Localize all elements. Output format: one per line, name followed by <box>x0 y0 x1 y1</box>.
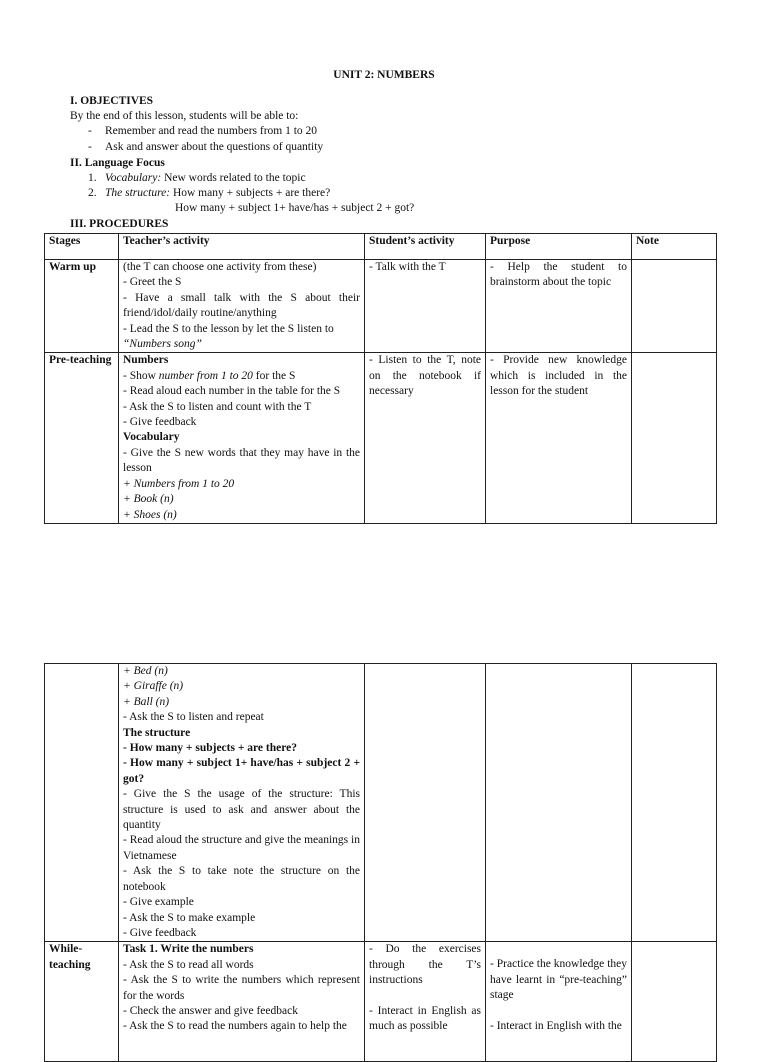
warmup-student-activity: - Talk with the T <box>365 260 486 353</box>
header-purpose: Purpose <box>486 234 632 260</box>
procedures-table-continued <box>44 663 717 1062</box>
header-note: Note <box>632 234 717 260</box>
stage-empty <box>45 664 119 942</box>
while-student-activity: - Do the exercises through the T’s instructions - Interact in English as much as possible <box>365 942 486 1062</box>
bullet-dash: - <box>88 125 92 137</box>
document-title: UNIT 2: NUMBERS <box>333 69 435 81</box>
table-row-preteaching <box>45 353 717 523</box>
preteaching-student-activity: - Listen to the T, note on the notebook if necessary <box>365 353 486 523</box>
procedures-table <box>44 233 717 524</box>
language-focus-item-structure: The structure: How many + subjects + are there? <box>105 187 331 199</box>
stage-warmup: Warm up <box>45 260 119 353</box>
preteaching-teacher-activity-continued: + Bed (n) + Giraffe (n) + Ball (n) - Ask the S to listen and repeat The structure - How many + subjects + are there? - How many + subject 1+ have/has + subject 2 + got? - Give the S the usage of the structure: This structure is used to ask and answer about the quantity - Read aloud the structure and give the meanings in Vietnamese - Ask the S to take note the structure on the notebook - Give example - Ask the S to make example - Give feedback <box>119 664 365 942</box>
while-purpose: - Practice the knowledge they have learnt in “pre-teaching” stage - Interact in English with the <box>486 942 632 1062</box>
warmup-purpose: - Help the student to brainstorm about the topic <box>486 260 632 353</box>
while-note <box>632 942 717 1062</box>
while-teacher-activity: Task 1. Write the numbers - Ask the S to read all words - Ask the S to write the numbers which represent for the words - Check the answer and give feedback - Ask the S to read the numbers again to help the <box>119 942 365 1062</box>
table-row-warmup <box>45 260 717 353</box>
procedures-heading: III. PROCEDURES <box>70 218 169 230</box>
continued-student-activity <box>365 664 486 942</box>
preteaching-purpose: - Provide new knowledge which is included in the lesson for the student <box>486 353 632 523</box>
continued-purpose <box>486 664 632 942</box>
objectives-intro: By the end of this lesson, students will be able to: <box>70 110 299 122</box>
preteaching-teacher-activity: Numbers - Show number from 1 to 20 for the S - Read aloud each number in the table for the S - Ask the S to listen and count with the T - Give feedback Vocabulary - Give the S new words that they may have in the lesson + Numbers from 1 to 20 + Book (n) + Shoes (n) <box>119 353 365 523</box>
table-row-preteaching-continued <box>45 664 717 942</box>
structure-continuation: How many + subject 1+ have/has + subject 2 + got? <box>175 202 415 214</box>
objectives-heading: I. OBJECTIVES <box>70 95 154 107</box>
stage-while-teaching: While-teaching <box>45 942 119 1062</box>
stage-preteaching: Pre-teaching <box>45 353 119 523</box>
list-number: 2. <box>88 187 97 199</box>
bullet-dash: - <box>88 141 92 153</box>
warmup-teacher-activity: (the T can choose one activity from these) - Greet the S - Have a small talk with the S about their friend/idol/daily routine/anything - Lead the S to the lesson by let the S listen to “Numbers song” <box>119 260 365 353</box>
language-focus-heading: II. Language Focus <box>70 157 165 169</box>
table-row-while-teaching <box>45 942 717 1062</box>
list-number: 1. <box>88 172 97 184</box>
objective-item: Remember and read the numbers from 1 to 20 <box>105 125 318 137</box>
objective-item: Ask and answer about the questions of quantity <box>105 141 324 153</box>
header-student-activity: Student’s activity <box>365 234 486 260</box>
table-header-row <box>45 234 717 260</box>
language-focus-item-vocabulary: Vocabulary: New words related to the topic <box>105 172 306 184</box>
continued-note <box>632 664 717 942</box>
header-stages: Stages <box>45 234 119 260</box>
header-teacher-activity: Teacher’s activity <box>119 234 365 260</box>
warmup-note <box>632 260 717 353</box>
preteaching-note <box>632 353 717 523</box>
